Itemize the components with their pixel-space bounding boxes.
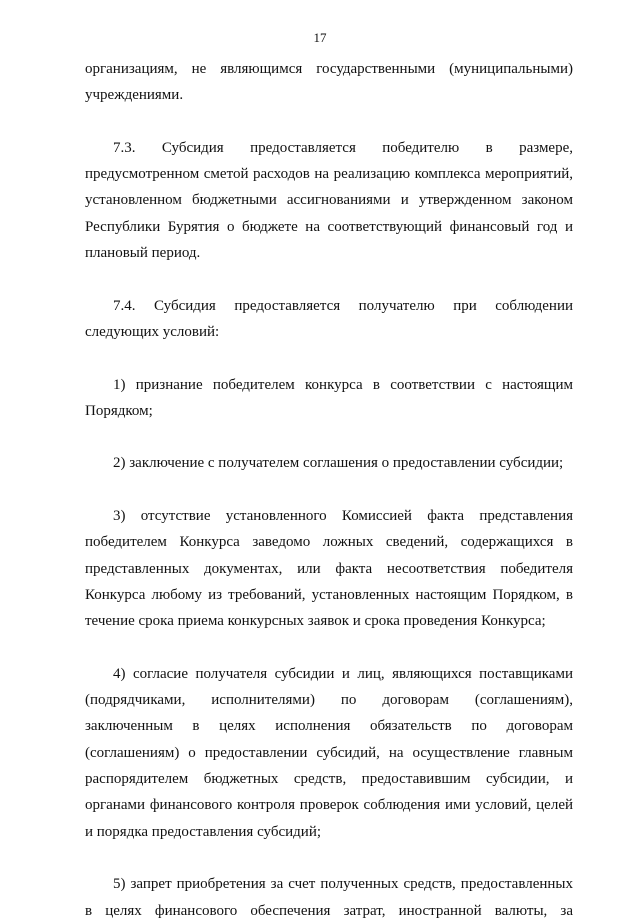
paragraph-clause-7-4: 7.4. Субсидия предоставляется получателю при соблюдении следующих условий: [85, 297, 573, 340]
paragraph-condition-4: 4) согласие получателя субсидии и лиц, являющихся поставщиками (подрядчиками, исполнителями) по договорам (соглашениям), заключенным в целях исполнения обязательств по договорам (соглашениям) о предоставлении субсидий, на осуществление главным распорядителем бюджетных средств, предоставившим субсидии, и органами финансового контроля проверок соблюдения ими условий, целей и порядка предоставления субсидий; [85, 665, 573, 840]
paragraph-continuation: организациям, не являющимся государственными (муниципальными) учреждениями. [85, 61, 573, 104]
document-body [85, 56, 573, 924]
paragraph-condition-5: 5) запрет приобретения за счет полученных средств, предоставленных в целях финансового обеспечения затрат, иностранной валюты, за [85, 876, 573, 919]
paragraph-condition-2: 2) заключение с получателем соглашения о предоставлении субсидии; [113, 455, 564, 472]
page-number: 17 [313, 30, 327, 45]
paragraph-condition-3: 3) отсутствие установленного Комиссией факта представления победителем Конкурса заведомо ложных сведений, содержащихся в представленных документах, или факта несоответствия победителя Конкурса любому из требований, установленных настоящим Порядком, в течение срока приема конкурсных заявок и срока проведения Конкурса; [85, 508, 573, 630]
paragraph-condition-1: 1) признание победителем конкурса в соответствии с настоящим Порядком; [85, 376, 573, 419]
paragraph-clause-7-3: 7.3. Субсидия предоставляется победителю в размере, предусмотренном сметой расходов на реализацию комплекса мероприятий, установленном бюджетными ассигнованиями и утвержденном законом Республики Бурятия о бюджете на соответствующий финансовый год и плановый период. [85, 139, 573, 262]
